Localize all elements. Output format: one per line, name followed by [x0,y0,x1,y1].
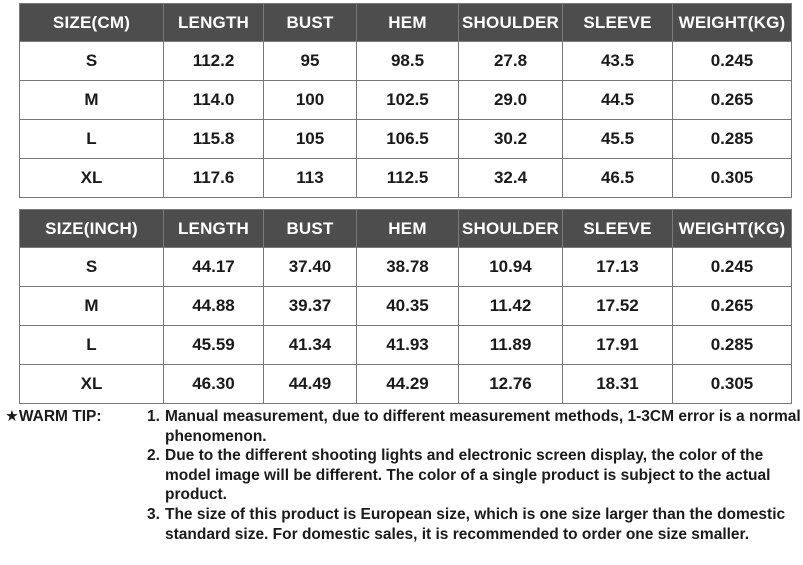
tip-text: Due to the different shooting lights and electronic screen display, the color of the model image will be different. The color of a single product is subject to the actual product. [165,447,771,503]
column-header: LENGTH [164,4,264,42]
column-header: BUST [264,210,357,248]
column-header: BUST [264,4,357,42]
table-cell: 12.76 [459,365,563,404]
table-row [20,159,792,198]
tip-number: 2. [147,447,160,464]
table-cell: 41.34 [264,326,357,365]
table-cell: 0.305 [673,365,792,404]
table-cell: 39.37 [264,287,357,326]
table-cell: 95 [264,42,357,81]
table-row [20,120,792,159]
tip-text: The size of this product is European size, which is one size larger than the domestic standard size. For domestic sales, it is recommended to order one size smaller. [165,506,786,543]
table-row [20,81,792,120]
table-cell: 100 [264,81,357,120]
table-cell: 10.94 [459,248,563,287]
column-header: LENGTH [164,210,264,248]
table-cell: 44.29 [357,365,459,404]
table-cell: 0.265 [673,81,792,120]
table-cell: 115.8 [164,120,264,159]
size-table-inch [19,209,792,404]
table-cell: XL [20,159,164,198]
column-header: SLEEVE [563,210,673,248]
table-cell: L [20,326,164,365]
table-cell: 18.31 [563,365,673,404]
table-row [20,42,792,81]
column-header: SIZE(CM) [20,4,164,42]
column-header: SLEEVE [563,4,673,42]
table-row [20,365,792,404]
table-cell: M [20,81,164,120]
tip-text: Manual measurement, due to different measurement methods, 1-3CM error is a normal phenomenon. [165,408,801,445]
table-cell: 46.5 [563,159,673,198]
table-row [20,248,792,287]
table-cell: 44.88 [164,287,264,326]
table-cell: 11.42 [459,287,563,326]
table-cell: 45.5 [563,120,673,159]
table-cell: XL [20,365,164,404]
table-header-row [20,210,792,248]
table-cell: 40.35 [357,287,459,326]
table-cell: 0.285 [673,120,792,159]
table-cell: 102.5 [357,81,459,120]
table-cell: 117.6 [164,159,264,198]
table-cell: 0.305 [673,159,792,198]
table-cell: 44.49 [264,365,357,404]
table-cell: M [20,287,164,326]
column-header: SHOULDER [459,4,563,42]
tip-number: 1. [147,408,160,425]
column-header: WEIGHT(KG) [673,4,792,42]
table-cell: 30.2 [459,120,563,159]
tip-number: 3. [147,506,160,523]
size-table-cm [19,3,792,198]
table-cell: 11.89 [459,326,563,365]
column-header: WEIGHT(KG) [673,210,792,248]
table-cell: 27.8 [459,42,563,81]
table-cell: 112.2 [164,42,264,81]
table-row [20,326,792,365]
table-cell: 0.285 [673,326,792,365]
table-cell: 37.40 [264,248,357,287]
table-cell: 17.13 [563,248,673,287]
table-cell: S [20,42,164,81]
table-cell: 0.245 [673,248,792,287]
table-cell: 98.5 [357,42,459,81]
table-row [20,287,792,326]
table-cell: 44.5 [563,81,673,120]
table-cell: 44.17 [164,248,264,287]
column-header: HEM [357,210,459,248]
table-header-row [20,4,792,42]
table-cell: 32.4 [459,159,563,198]
warm-tip-title: ★WARM TIP: [5,408,102,425]
table-cell: 38.78 [357,248,459,287]
table-cell: 112.5 [357,159,459,198]
table-cell: 17.91 [563,326,673,365]
column-header: SHOULDER [459,210,563,248]
table-cell: 114.0 [164,81,264,120]
table-cell: 43.5 [563,42,673,81]
column-header: SIZE(INCH) [20,210,164,248]
table-cell: 0.265 [673,287,792,326]
table-cell: 0.245 [673,42,792,81]
table-cell: 105 [264,120,357,159]
table-cell: L [20,120,164,159]
table-cell: 106.5 [357,120,459,159]
table-cell: 46.30 [164,365,264,404]
table-cell: 29.0 [459,81,563,120]
table-cell: 45.59 [164,326,264,365]
table-cell: 17.52 [563,287,673,326]
table-cell: 113 [264,159,357,198]
table-cell: 41.93 [357,326,459,365]
table-cell: S [20,248,164,287]
column-header: HEM [357,4,459,42]
